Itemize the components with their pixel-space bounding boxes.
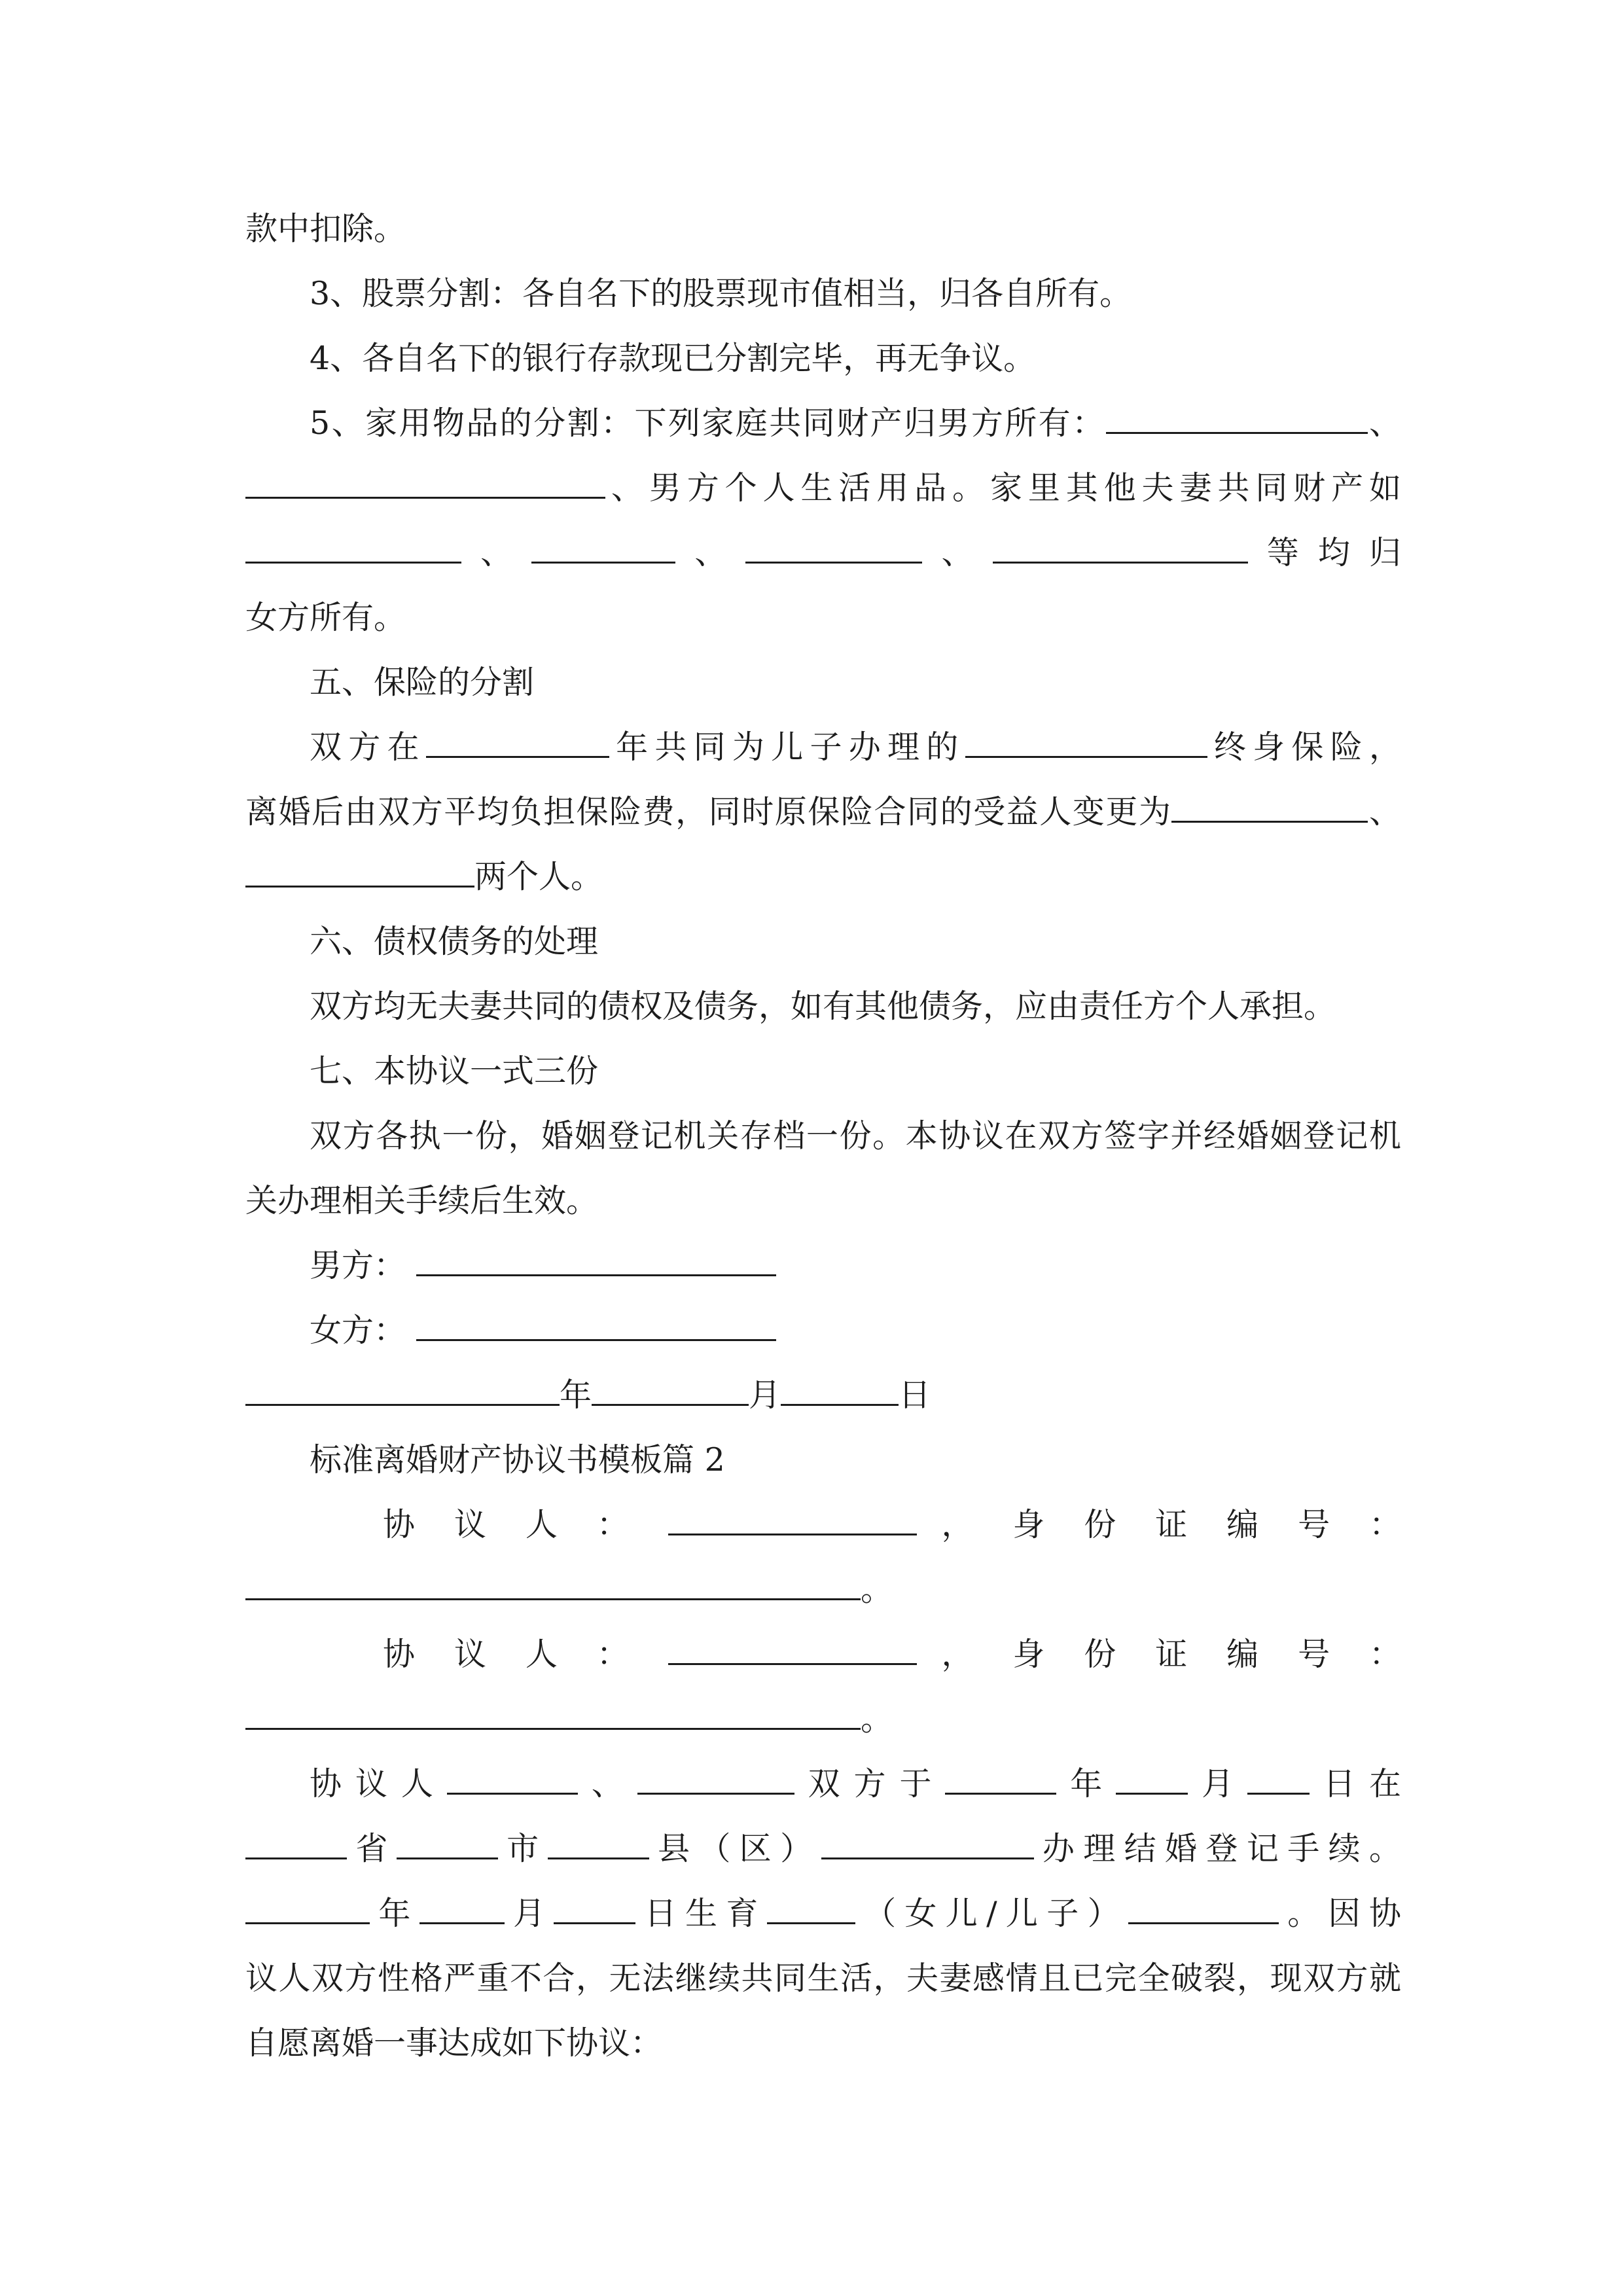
text-run: 议人双方性格严重不合，无法继续共同生活，夫妻感情且已完全破裂，现双方就 (245, 1960, 1401, 1997)
text-run: 。 (861, 1571, 893, 1608)
blank-underline (245, 884, 474, 888)
doc-line (245, 1363, 1401, 1427)
text-run: 年 (370, 1895, 419, 1932)
text-run: 4、各自名下的银行存款现已分割完毕，再无争议。 (310, 340, 1036, 377)
blank-underline (245, 1856, 347, 1859)
text-run: 、 (922, 534, 993, 571)
text-run: 办理结婚登记手续。 (1033, 1830, 1401, 1867)
doc-line (245, 1557, 1401, 1622)
blank-underline (245, 1597, 861, 1600)
text-run: 双方在 (310, 728, 426, 766)
text-run: 六、债权债务的处理 (310, 923, 599, 960)
blank-underline (245, 1403, 560, 1406)
text-run: 月 (1188, 1765, 1248, 1803)
blank-underline (548, 1856, 649, 1859)
doc-line (245, 715, 1401, 780)
text-run: 终身保险， (1207, 728, 1401, 766)
doc-line (245, 1816, 1401, 1881)
text-run: 标准离婚财产协议书模板篇 2 (310, 1441, 725, 1479)
blank-underline (945, 1791, 1056, 1795)
text-run: 年共同为儿子办理的 (609, 728, 965, 766)
blank-underline (745, 560, 922, 564)
blank-underline (1247, 1791, 1310, 1795)
text-run: 、 (1367, 404, 1401, 442)
blank-underline (397, 1856, 498, 1859)
text-run: 等均归 (1247, 534, 1401, 571)
text-run: 年 (560, 1376, 592, 1414)
text-run: 款中扣除。 (245, 210, 406, 247)
blank-underline (426, 755, 609, 758)
text-run: 、 (675, 534, 746, 571)
text-run: 两个人。 (474, 858, 603, 895)
text-run: 关办理相关手续后生效。 (245, 1182, 599, 1219)
text-run: 。因协 (1278, 1895, 1401, 1932)
doc-line (245, 2011, 1401, 2075)
blank-underline (245, 1921, 370, 1924)
blank-underline (1128, 1921, 1279, 1924)
text-run: 五、保险的分割 (310, 664, 535, 701)
doc-line (245, 1298, 1401, 1363)
doc-line (245, 1946, 1401, 2011)
text-run: 离婚后由双方平均负担保险费，同时原保险合同的受益人变更为 (245, 793, 1172, 831)
blank-underline (1106, 431, 1368, 434)
text-run: 双方均无夫妻共同的债权及债务，如有其他债务，应由责任方个人承担。 (310, 988, 1336, 1025)
text-run: 双方于 (794, 1765, 946, 1803)
blank-underline (419, 1921, 505, 1924)
doc-line (245, 261, 1401, 326)
blank-underline (668, 1662, 917, 1665)
text-run: 、男方个人生活用品。家里其他夫妻共同财产如 (605, 469, 1401, 507)
doc-line (245, 1103, 1401, 1168)
text-run: 女方所有。 (245, 599, 406, 636)
text-run: 协 议 人 ： (383, 1506, 668, 1543)
blank-underline (993, 560, 1248, 564)
text-run: （女儿/儿子） (855, 1895, 1128, 1932)
doc-line (245, 974, 1401, 1039)
doc-line (245, 585, 1401, 650)
text-run: 月 (749, 1376, 781, 1414)
doc-line (245, 1168, 1401, 1233)
blank-underline (965, 755, 1207, 758)
blank-underline (416, 1338, 776, 1341)
text-run: 3、股票分割：各自名下的股票现市值相当，归各自所有。 (310, 275, 1132, 312)
blank-underline (416, 1273, 776, 1276)
doc-line (245, 520, 1401, 585)
text-run: 七、本协议一式三份 (310, 1052, 599, 1090)
doc-line (245, 1751, 1401, 1816)
blank-underline (531, 560, 675, 564)
text-run: 、 (577, 1765, 637, 1803)
doc-line (245, 909, 1401, 974)
doc-line (245, 1427, 1401, 1492)
doc-line (245, 1687, 1401, 1751)
blank-underline (637, 1791, 794, 1795)
blank-underline (1116, 1791, 1188, 1795)
blank-underline (781, 1403, 899, 1406)
text-run: 日生育 (635, 1895, 767, 1932)
text-run: 省 (347, 1830, 397, 1867)
text-run: 。 (861, 1700, 893, 1738)
text-run: 日在 (1310, 1765, 1401, 1803)
doc-line (245, 650, 1401, 715)
blank-underline (1171, 819, 1368, 823)
text-run: 市 (497, 1830, 548, 1867)
doc-line (245, 1492, 1401, 1557)
text-run: 日 (899, 1376, 931, 1414)
doc-line (245, 1039, 1401, 1103)
blank-underline (592, 1403, 749, 1406)
text-run: ， 身 份 证 编 号 ： (916, 1636, 1401, 1673)
text-run: 男方： (310, 1247, 416, 1284)
text-run: 双方各执一份，婚姻登记机关存档一份。本协议在双方签字并经婚姻登记机 (310, 1117, 1401, 1155)
blank-underline (554, 1921, 635, 1924)
doc-line (245, 780, 1401, 844)
blank-underline (767, 1921, 855, 1924)
text-run: 年 (1056, 1765, 1116, 1803)
doc-line (245, 391, 1401, 456)
text-run: 女方： (310, 1312, 416, 1349)
doc-line (245, 1233, 1401, 1298)
text-run: 自愿离婚一事达成如下协议： (245, 2024, 663, 2062)
text-run: 、 (1368, 793, 1401, 831)
text-run: 5、家用物品的分割：下列家庭共同财产归男方所有： (310, 404, 1106, 442)
blank-underline (245, 495, 605, 499)
blank-underline (245, 1727, 861, 1730)
blank-underline (245, 560, 461, 564)
text-run: ， 身 份 证 编 号 ： (916, 1506, 1401, 1543)
doc-line (245, 1881, 1401, 1946)
doc-line (245, 326, 1401, 391)
blank-underline (821, 1856, 1034, 1859)
text-run: 月 (504, 1895, 554, 1932)
doc-line (245, 456, 1401, 520)
text-run: 、 (461, 534, 532, 571)
text-run: 县（区） (649, 1830, 821, 1867)
doc-line (245, 844, 1401, 909)
blank-underline (668, 1532, 917, 1535)
blank-underline (447, 1791, 578, 1795)
doc-line (245, 1622, 1401, 1687)
text-run: 协议人 (310, 1765, 447, 1803)
text-run: 协 议 人 ： (383, 1636, 668, 1673)
doc-line (245, 196, 1401, 261)
